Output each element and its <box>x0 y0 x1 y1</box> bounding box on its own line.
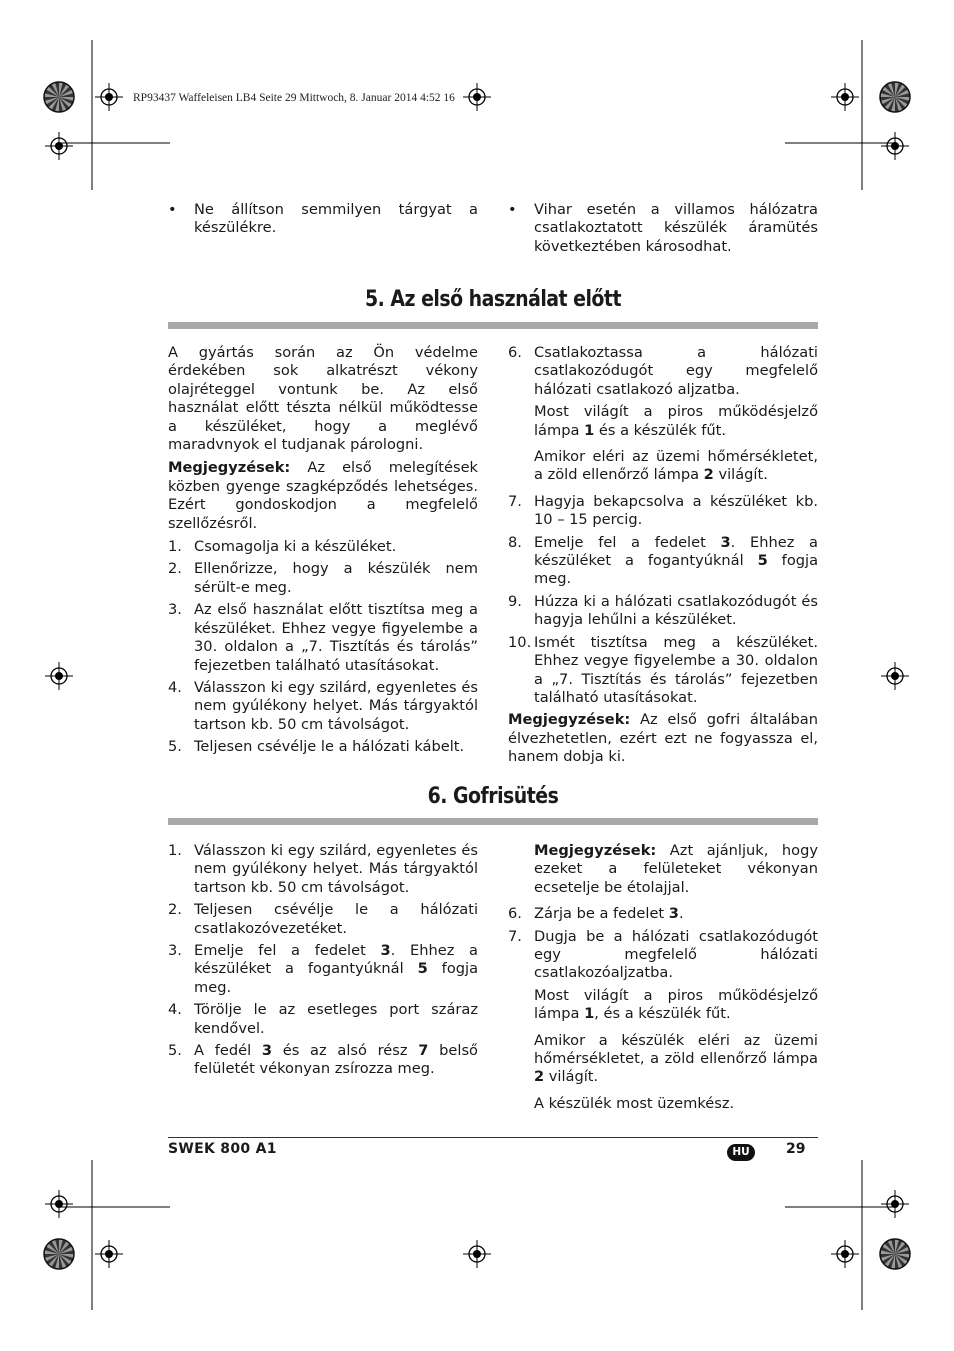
step-subtext <box>534 448 818 485</box>
part-number: 3 <box>261 1042 273 1060</box>
step-subtext <box>534 1032 818 1087</box>
part-number: 3 <box>380 942 391 960</box>
step-text: Válasszon ki egy szilárd, egyenletes és nem gyúlékony helyet. Más tárgyaktól tartson kb. 50 cm távolságot. <box>194 842 478 896</box>
step-text: Ismét tisztítsa meg a készüléket. Ehhez vegye figyelembe a 30. oldalon a „7. Tisztítás és tárolás” fejezetben található utasításokat. <box>534 633 818 706</box>
step-number: 6. <box>508 905 522 923</box>
step-number: 1. <box>168 842 182 859</box>
section-5-title: 5. Az első használat előtt <box>365 287 621 312</box>
section-5-rule <box>168 322 818 329</box>
part-number: 5 <box>757 552 768 570</box>
part-number: 2 <box>703 466 714 484</box>
step-text: Dugja be a hálózati csatlakozódugót egy megfelelő hálózati csatlakozóaljzatba. <box>534 927 818 982</box>
bullet-text: Vihar esetén a villamos hálózatra csatlakoztatott készülék áramütés következtében károsodhat. <box>534 201 818 255</box>
step-text: Teljesen csévélje le a hálózati kábelt. <box>194 738 465 756</box>
step-text: Csatlakoztassa a hálózati csatlakozódugót egy megfelelő hálózati csatlakozó aljzatba. <box>534 344 818 398</box>
subtext-part: Amikor eléri az üzemi hőmérsékletet, a zöld ellenőrző lámpa <box>534 448 818 484</box>
step-number: 5. <box>168 738 182 756</box>
subtext-part: világít. <box>713 466 768 484</box>
text-part: . <box>678 905 684 923</box>
part-number: 2 <box>534 1068 545 1086</box>
text-part: Emelje fel a fedelet <box>534 533 721 551</box>
step-number: 2. <box>168 901 182 919</box>
crosshair-mark-icon <box>95 83 123 111</box>
section-6-right-column <box>508 842 818 1121</box>
text-part: fogja meg. <box>534 552 819 588</box>
step-text: Válasszon ki egy szilárd, egyenletes és nem gyúlékony helyet. Más tárgyaktól tartson kb. 50 cm távolságot. <box>194 678 478 733</box>
subtext-part: és a készülék fűt. <box>594 421 726 439</box>
step-number: 7. <box>508 927 522 945</box>
step-text <box>534 905 818 923</box>
section-6-rule <box>168 818 818 825</box>
bullet-icon: • <box>508 201 517 218</box>
list-item <box>168 1042 478 1079</box>
subtext-part: Most világít a piros működésjelző lámpa <box>534 986 818 1023</box>
list-item <box>508 534 818 589</box>
list-item <box>168 679 478 734</box>
step-number: 3. <box>168 942 182 960</box>
step-text: Húzza ki a hálózati csatlakozódugót és hagyja lehűlni a készüléket. <box>534 592 818 629</box>
note-label: Megjegyzések: <box>168 459 291 477</box>
step-text: Törölje le az esetleges port száraz kendővel. <box>194 1001 478 1037</box>
note-paragraph <box>534 842 818 897</box>
list-item <box>168 1001 478 1038</box>
step-number: 5. <box>168 1042 182 1060</box>
step-number: 4. <box>168 678 182 696</box>
part-number: 5 <box>417 960 428 978</box>
list-item <box>168 942 478 997</box>
list-item <box>508 344 818 399</box>
part-number: 1 <box>584 1005 595 1023</box>
list-item <box>168 842 478 897</box>
list-item <box>508 928 818 983</box>
step-number: 7. <box>508 492 522 510</box>
step-number: 2. <box>168 560 182 578</box>
list-item <box>508 593 818 630</box>
part-number: 3 <box>668 905 679 923</box>
list-item <box>168 538 478 556</box>
page-number: 29 <box>786 1141 806 1157</box>
language-badge: HU <box>727 1144 755 1161</box>
step-subtext <box>534 403 818 440</box>
subtext-part: Most világít a piros működésjelző lámpa <box>534 403 818 439</box>
section-6-left-column <box>168 842 478 1083</box>
step-text: Hagyja bekapcsolva a készüléket kb. 10 – 15 percig. <box>534 492 818 529</box>
text-part: és az alsó rész <box>272 1042 419 1060</box>
step-text <box>534 534 818 589</box>
step-text: Csomagolja ki a készüléket. <box>194 538 397 556</box>
list-item <box>508 201 818 256</box>
step-subtext: A készülék most üzemkész. <box>534 1094 735 1112</box>
text-part: Zárja be a fedelet <box>534 905 669 923</box>
text-part: . Ehhez a készüléket a fogantyúknál <box>194 942 478 978</box>
note-text: Az első melegítések közben gyenge szagképződés lehetséges. Ezért gondoskodjon a megfelelő szellőzésről. <box>168 459 478 532</box>
crosshair-mark-icon <box>831 83 859 111</box>
crosshair-mark-icon <box>881 662 909 690</box>
list-item <box>508 493 818 530</box>
step-number: 9. <box>508 592 522 610</box>
text-part: Emelje fel a fedelet <box>194 942 381 960</box>
color-rosette-icon <box>44 82 74 112</box>
section-5-right-column <box>508 344 818 772</box>
text-part: fogja meg. <box>194 960 479 996</box>
step-text <box>194 942 478 997</box>
footer-model: SWEK 800 A1 <box>168 1141 277 1157</box>
note-text: Az első gofri általában élvezhetetlen, ezért ezt ne fogyassza el, hanem dobja ki. <box>508 711 818 766</box>
part-number: 7 <box>418 1042 429 1060</box>
text-part: A fedél <box>194 1042 262 1060</box>
bullet-text: Ne állítson semmilyen tárgyat a készülékre. <box>194 201 478 237</box>
step-text: Ellenőrizze, hogy a készülék nem sérült-e meg. <box>194 560 478 596</box>
text-part: belső felületét vékonyan zsírozza meg. <box>194 1042 478 1078</box>
step-number: 1. <box>168 538 182 556</box>
bullet-icon: • <box>168 201 177 218</box>
crosshair-mark-icon <box>463 1240 491 1268</box>
list-item <box>168 560 478 597</box>
crosshair-mark-icon <box>881 1190 909 1218</box>
step-number: 8. <box>508 533 522 551</box>
step-number: 3. <box>168 601 182 619</box>
print-slug: RP93437 Waffeleisen LB4 Seite 29 Mittwoch, 8. Januar 2014 4:52 16 <box>133 92 455 104</box>
crosshair-mark-icon <box>45 132 73 160</box>
step-number: 10. <box>508 633 532 651</box>
section-5-left-column <box>168 344 478 761</box>
intro-paragraph: A gyártás során az Ön védelme érdekében sok alkatrészt vékony olajréteggel vontunk be. Az első használat előtt tészta nélkül működtesse a készüléket, hogy a meglévő maradvnyok el tudjanak párologni. <box>168 344 478 454</box>
step-text <box>194 1042 478 1079</box>
footer-rule <box>168 1137 818 1138</box>
text-part: . Ehhez a készüléket a fogantyúknál <box>534 533 818 570</box>
crosshair-mark-icon <box>45 662 73 690</box>
part-number: 3 <box>720 533 731 551</box>
list-item <box>168 901 478 938</box>
list-item <box>168 201 478 238</box>
step-number: 6. <box>508 344 522 361</box>
step-number: 4. <box>168 1001 182 1019</box>
section-6-title: 6. Gofrisütés <box>427 784 559 809</box>
subtext-part: , és a készülék fűt. <box>594 1005 731 1023</box>
bullet-list-left <box>168 201 478 242</box>
subtext-part: Amikor a készülék eléri az üzemi hőmérsékletet, a zöld ellenőrző lámpa <box>534 1031 818 1068</box>
step-text: Teljesen csévélje le a hálózati csatlakozóvezetéket. <box>194 901 478 937</box>
list-item <box>168 738 478 756</box>
note-text: Azt ajánljuk, hogy ezeket a felületeket vékonyan ecsetelje be étolajjal. <box>534 842 818 896</box>
crosshair-mark-icon <box>95 1240 123 1268</box>
subtext-part: világít. <box>544 1068 599 1086</box>
crosshair-mark-icon <box>881 132 909 160</box>
note-label: Megjegyzések: <box>508 711 631 729</box>
bullet-list-right <box>508 201 818 260</box>
list-item <box>168 601 478 675</box>
color-rosette-icon <box>880 1239 910 1269</box>
crosshair-mark-icon <box>831 1240 859 1268</box>
note-label: Megjegyzések: <box>534 842 657 859</box>
step-text: Az első használat előtt tisztítsa meg a készüléket. Ehhez vegye figyelembe a 30. oldalon a „7. Tisztítás és tárolás” fejezetben található utasításokat. <box>194 601 478 674</box>
crosshair-mark-icon <box>45 1190 73 1218</box>
crosshair-mark-icon <box>463 83 491 111</box>
list-item <box>508 634 818 708</box>
color-rosette-icon <box>880 82 910 112</box>
part-number: 1 <box>584 421 595 439</box>
final-note-paragraph <box>508 711 818 766</box>
color-rosette-icon <box>44 1239 74 1269</box>
list-item <box>508 905 818 923</box>
note-paragraph <box>168 459 478 533</box>
step-subtext <box>534 987 818 1024</box>
